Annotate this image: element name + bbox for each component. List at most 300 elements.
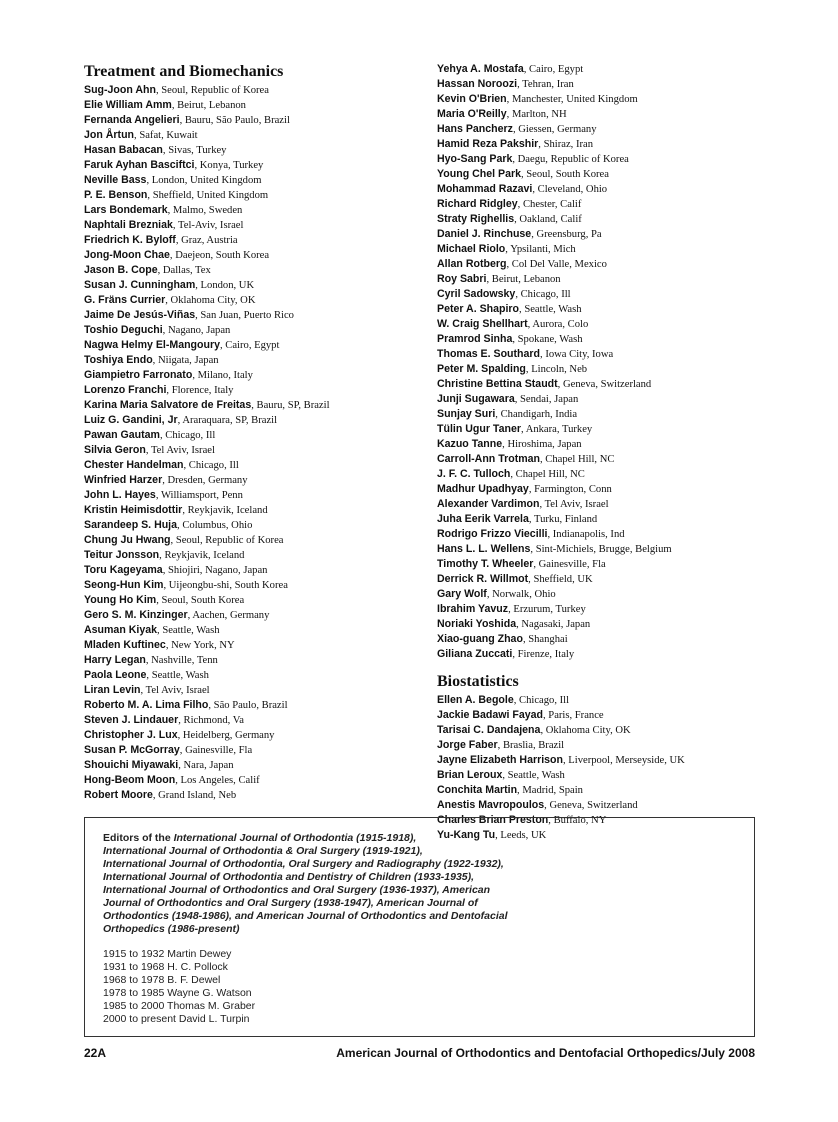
name-separator: ,	[530, 544, 536, 555]
name-separator: ,	[166, 385, 172, 396]
editors-box	[84, 817, 755, 1037]
name-separator: ,	[169, 250, 176, 261]
reviewer-location: Nara, Japan	[183, 760, 234, 771]
reviewer-name: Toru Kageyama	[84, 564, 163, 576]
name-separator: ,	[528, 484, 535, 495]
name-separator: ,	[486, 274, 492, 285]
journal-history-line: International Journal of Orthodontia & Oral Surgery (1919-1921),	[103, 845, 423, 857]
reviewer-location: Chapel Hill, NC	[545, 454, 615, 465]
reviewer-entry	[84, 308, 429, 323]
reviewer-name: Kristin Heimisdottir	[84, 504, 183, 516]
reviewer-name: Chester Handelman	[84, 459, 184, 471]
reviewer-name: Silvia Geron	[84, 444, 146, 456]
reviewer-name: Jon Årtun	[84, 129, 135, 141]
name-separator: ,	[170, 535, 176, 546]
page-number: 22A	[84, 1046, 107, 1060]
reviewer-name: Xiao-guang Zhao	[437, 633, 523, 645]
reviewer-name: Faruk Ayhan Basciftci	[84, 159, 195, 171]
reviewer-location: Seoul, Republic of Korea	[161, 85, 269, 96]
name-separator: ,	[155, 490, 161, 501]
name-separator: ,	[540, 349, 546, 360]
name-separator: ,	[520, 424, 526, 435]
reviewer-location: Geneva, Switzerland	[562, 379, 652, 390]
reviewer-name: Yu-Kang Tu	[437, 829, 496, 841]
reviewer-name: Teitur Jonsson	[84, 549, 160, 561]
reviewer-name: Toshio Deguchi	[84, 324, 163, 336]
reviewer-location: Tel Aviv, Israel	[150, 445, 215, 456]
name-separator: ,	[539, 499, 545, 510]
name-separator: ,	[251, 400, 257, 411]
reviewer-name: Seong-Hun Kim	[84, 579, 164, 591]
reviewer-location: Firenze, Italy	[517, 649, 575, 660]
reviewer-entry	[437, 272, 767, 287]
reviewer-name: Hamid Reza Pakshir	[437, 138, 539, 150]
name-separator: ,	[495, 830, 501, 841]
name-separator: ,	[134, 130, 140, 141]
reviewer-entry	[437, 512, 767, 527]
reviewer-location: Uijeongbu-shi, South Korea	[168, 580, 288, 591]
name-separator: ,	[159, 550, 165, 561]
reviewer-name: Alexander Vardimon	[437, 498, 540, 510]
reviewer-entry	[437, 137, 767, 152]
name-separator: ,	[195, 280, 201, 291]
reviewer-entry	[84, 323, 429, 338]
reviewer-name: P. E. Benson	[84, 189, 148, 201]
name-separator: ,	[179, 745, 186, 756]
reviewer-name: Christopher J. Lux	[84, 729, 178, 741]
journal-history-line: Journal of Orthodontics and Oral Surgery (1938-1947), American Journal of	[103, 897, 478, 909]
name-separator: ,	[522, 634, 529, 645]
reviewer-entry	[437, 437, 767, 452]
name-separator: ,	[194, 160, 200, 171]
reviewer-name: Fernanda Angelieri	[84, 114, 180, 126]
reviewer-entry	[84, 218, 429, 233]
name-separator: ,	[544, 800, 550, 811]
editor-entry: 1931 to 1968 H. C. Pollock	[103, 961, 228, 973]
reviewer-location: Geneva, Switzerland	[549, 800, 638, 811]
name-separator: ,	[512, 124, 519, 135]
reviewer-entry	[437, 392, 767, 407]
reviewer-location: Malmo, Sweden	[172, 205, 243, 216]
reviewer-location: Tel-Aviv, Israel	[178, 220, 244, 231]
reviewer-entry	[84, 188, 429, 203]
reviewer-entry	[437, 557, 767, 572]
reviewer-location: London, UK	[200, 280, 255, 291]
reviewer-entry	[84, 383, 429, 398]
name-separator: ,	[178, 760, 184, 771]
reviewer-entry	[437, 617, 767, 632]
editors-list	[103, 948, 736, 1026]
reviewer-entry	[84, 233, 429, 248]
name-separator: ,	[162, 565, 168, 576]
reviewer-name: Shouichi Miyawaki	[84, 759, 179, 771]
reviewer-location: Richmond, Va	[183, 715, 244, 726]
reviewer-location: New York, NY	[171, 640, 235, 651]
reviewer-location: Norwalk, Ohio	[492, 589, 556, 600]
reviewer-name: Timothy T. Wheeler	[437, 558, 534, 570]
name-separator: ,	[516, 619, 522, 630]
reviewer-entry	[84, 338, 429, 353]
reviewer-entry	[437, 167, 767, 182]
reviewer-entry	[84, 518, 429, 533]
reviewer-entry	[437, 152, 767, 167]
reviewer-name: J. F. C. Tulloch	[437, 468, 511, 480]
reviewer-entry	[84, 113, 429, 128]
reviewer-name: Derrick R. Willmot	[437, 573, 529, 585]
reviewer-entry	[437, 122, 767, 137]
reviewer-name: Mohammad Razavi	[437, 183, 533, 195]
name-separator: ,	[486, 589, 493, 600]
reviewer-location: Lincoln, Neb	[531, 364, 588, 375]
reviewer-entry	[84, 638, 429, 653]
reviewer-name: Michael Riolo	[437, 243, 506, 255]
reviewer-name: Brian Leroux	[437, 769, 503, 781]
reviewer-entry	[437, 572, 767, 587]
name-separator: ,	[540, 725, 546, 736]
reviewer-location: Daegu, Republic of Korea	[517, 154, 629, 165]
reviewer-name: Liran Levin	[84, 684, 141, 696]
reviewer-name: Peter A. Shapiro	[437, 303, 520, 315]
reviewer-name: Jaime De Jesús-Viñas	[84, 309, 196, 321]
reviewer-location: Braslìa, Brazil	[502, 740, 565, 751]
reviewer-entry	[437, 768, 767, 783]
reviewer-location: Shiojiri, Nagano, Japan	[168, 565, 268, 576]
reviewer-entry	[84, 278, 429, 293]
name-separator: ,	[525, 364, 532, 375]
reviewer-location: Cairo, Egypt	[529, 64, 584, 75]
editor-entry: 1985 to 2000 Thomas M. Graber	[103, 1000, 256, 1012]
reviewer-entry	[84, 563, 429, 578]
name-separator: ,	[177, 415, 183, 426]
reviewer-name: Steven J. Lindauer	[84, 714, 179, 726]
reviewer-name: W. Craig Shellhart	[437, 318, 528, 330]
reviewer-entry	[84, 83, 429, 98]
reviewer-entry	[84, 548, 429, 563]
reviewer-entry	[84, 653, 429, 668]
reviewer-name: Junji Sugawara	[437, 393, 515, 405]
reviewer-name: Jackie Badawi Fayad	[437, 709, 543, 721]
reviewer-entry	[437, 482, 767, 497]
section-title-treatment: Treatment and Biomechanics	[84, 63, 284, 80]
reviewer-location: Spokane, Wash	[517, 334, 583, 345]
name-separator: ,	[157, 625, 163, 636]
reviewer-entry	[84, 263, 429, 278]
reviewer-entry	[84, 398, 429, 413]
name-separator: ,	[165, 640, 172, 651]
reviewer-name: Jorge Faber	[437, 739, 498, 751]
reviewer-list-treatment	[84, 83, 429, 803]
reviewer-entry	[437, 602, 767, 617]
reviewer-location: Indianapolis, Ind	[552, 529, 625, 540]
reviewer-entry	[437, 407, 767, 422]
reviewer-name: Cyril Sadowsky	[437, 288, 516, 300]
reviewer-name: Roy Sabri	[437, 273, 487, 285]
reviewer-location: Tehran, Iran	[522, 79, 574, 90]
reviewer-location: Heidelberg, Germany	[182, 730, 275, 741]
reviewer-location: Gainesville, Fla	[538, 559, 606, 570]
reviewer-name: Robert Moore	[84, 789, 153, 801]
reviewer-location: Beirut, Lebanon	[177, 100, 246, 111]
editor-entry: 1978 to 1985 Wayne G. Watson	[103, 987, 252, 999]
reviewer-location: Tel Aviv, Israel	[544, 499, 609, 510]
journal-issue: American Journal of Orthodontics and Dentofacial Orthopedics/July 2008	[336, 1046, 755, 1060]
reviewer-location: Madrid, Spain	[522, 785, 583, 796]
reviewer-name: Young Ho Kim	[84, 594, 157, 606]
reviewer-entry	[437, 302, 767, 317]
right-column	[437, 62, 767, 843]
name-separator: ,	[171, 100, 178, 111]
reviewer-entry	[84, 698, 429, 713]
journal-history-line: International Journal of Orthodontia and Dentistry of Children (1933-1935),	[103, 871, 475, 883]
reviewer-name: John L. Hayes	[84, 489, 156, 501]
reviewer-location: Chicago, Ill	[519, 695, 570, 706]
reviewer-location: Sint-Michiels, Brugge, Belgium	[535, 544, 672, 555]
reviewer-name: Young Chel Park	[437, 168, 521, 180]
name-separator: ,	[514, 214, 520, 225]
reviewer-location: Oklahoma City, OK	[170, 295, 256, 306]
name-separator: ,	[532, 184, 538, 195]
reviewer-entry	[437, 527, 767, 542]
name-separator: ,	[208, 700, 214, 711]
name-separator: ,	[528, 514, 534, 525]
reviewer-entry	[84, 353, 429, 368]
name-separator: ,	[563, 755, 569, 766]
reviewer-name: Kevin O'Brien	[437, 93, 507, 105]
reviewer-entry	[84, 368, 429, 383]
reviewer-location: Araraquara, SP, Brazil	[182, 415, 278, 426]
reviewer-location: Turku, Finland	[533, 514, 598, 525]
reviewer-name: Toshiya Endo	[84, 354, 153, 366]
reviewer-entry	[437, 452, 767, 467]
reviewer-location: Seattle, Wash	[507, 770, 565, 781]
reviewer-location: Seattle, Wash	[151, 670, 209, 681]
name-separator: ,	[145, 655, 152, 666]
reviewer-name: Naphtali Brezniak	[84, 219, 173, 231]
reviewer-location: Manchester, United Kingdom	[511, 94, 638, 105]
name-separator: ,	[506, 109, 512, 120]
reviewer-location: Nagasaki, Japan	[521, 619, 591, 630]
name-separator: ,	[152, 790, 159, 801]
name-separator: ,	[517, 79, 523, 90]
reviewer-location: Hiroshima, Japan	[507, 439, 582, 450]
reviewer-name: Anestis Mavropoulos	[437, 799, 545, 811]
reviewer-entry	[437, 783, 767, 798]
reviewer-name: Gary Wolf	[437, 588, 487, 600]
reviewer-name: Hassan Noroozi	[437, 78, 518, 90]
reviewer-location: Chester, Calif	[522, 199, 582, 210]
reviewer-entry	[437, 467, 767, 482]
reviewer-name: Chung Ju Hwang	[84, 534, 171, 546]
name-separator: ,	[514, 394, 521, 405]
reviewer-entry	[84, 443, 429, 458]
reviewer-name: Tarisai C. Dandajena	[437, 724, 541, 736]
name-separator: ,	[162, 145, 169, 156]
reviewer-entry	[437, 212, 767, 227]
name-separator: ,	[163, 580, 169, 591]
editors-heading	[103, 832, 736, 936]
name-separator: ,	[195, 310, 201, 321]
reviewer-location: Dresden, Germany	[167, 475, 248, 486]
reviewer-name: Ellen A. Begole	[437, 694, 514, 706]
reviewer-location: Konya, Turkey	[199, 160, 264, 171]
reviewer-entry	[84, 608, 429, 623]
name-separator: ,	[540, 454, 546, 465]
reviewer-location: Los Angeles, Calif	[180, 775, 260, 786]
reviewer-location: Sheffield, UK	[533, 574, 593, 585]
name-separator: ,	[520, 169, 527, 180]
name-separator: ,	[162, 325, 168, 336]
reviewer-entry	[437, 753, 767, 768]
reviewer-name: Hasan Babacan	[84, 144, 163, 156]
reviewer-location: Giessen, Germany	[518, 124, 597, 135]
name-separator: ,	[528, 574, 534, 585]
name-separator: ,	[557, 379, 563, 390]
name-separator: ,	[502, 770, 508, 781]
reviewer-entry	[84, 593, 429, 608]
editor-entry: 1968 to 1978 B. F. Dewel	[103, 974, 221, 986]
name-separator: ,	[183, 460, 189, 471]
reviewer-entry	[84, 713, 429, 728]
reviewer-name: Yehya A. Mostafa	[437, 63, 524, 75]
reviewer-location: Grand Island, Neb	[158, 790, 237, 801]
reviewer-location: Williamsport, Penn	[160, 490, 243, 501]
name-separator: ,	[547, 529, 553, 540]
reviewer-name: Hong-Beom Moon	[84, 774, 176, 786]
name-separator: ,	[495, 409, 501, 420]
reviewer-name: Richard Ridgley	[437, 198, 518, 210]
reviewer-entry	[84, 578, 429, 593]
reviewer-location: Cleveland, Ohio	[537, 184, 608, 195]
reviewer-entry	[437, 287, 767, 302]
reviewer-entry	[437, 422, 767, 437]
name-separator: ,	[517, 199, 523, 210]
reviewer-list-treatment-continued	[437, 62, 767, 662]
reviewer-entry	[437, 362, 767, 377]
reviewer-location: Liverpool, Merseyside, UK	[568, 755, 685, 766]
reviewer-name: Susan P. McGorray	[84, 744, 180, 756]
reviewer-location: Col Del Valle, Mexico	[511, 259, 607, 270]
reviewer-entry	[437, 723, 767, 738]
name-separator: ,	[512, 649, 518, 660]
name-separator: ,	[175, 775, 181, 786]
reviewer-entry	[84, 173, 429, 188]
reviewer-location: Beirut, Lebanon	[491, 274, 561, 285]
reviewer-entry	[84, 503, 429, 518]
journal-history-line: Orthopedics (1986-present)	[103, 923, 240, 935]
reviewer-entry	[84, 428, 429, 443]
reviewer-entry	[84, 413, 429, 428]
reviewer-location: Aachen, Germany	[192, 610, 270, 621]
reviewer-name: Giampietro Farronato	[84, 369, 193, 381]
reviewer-name: Carroll-Ann Trotman	[437, 453, 540, 465]
reviewer-entry	[84, 533, 429, 548]
reviewer-name: Roberto M. A. Lima Filho	[84, 699, 209, 711]
reviewer-location: Graz, Austria	[181, 235, 238, 246]
reviewer-entry	[437, 708, 767, 723]
name-separator: ,	[502, 439, 508, 450]
reviewer-name: Sarandeep S. Huja	[84, 519, 178, 531]
reviewer-entry	[84, 758, 429, 773]
journal-history-line: International Journal of Orthodontics and Oral Surgery (1936-1937), American	[103, 884, 491, 896]
reviewer-location: London, United Kingdom	[151, 175, 262, 186]
reviewer-location: Reykjavik, Iceland	[187, 505, 268, 516]
reviewer-entry	[437, 77, 767, 92]
editor-entry: 2000 to present David L. Turpin	[103, 1013, 250, 1025]
reviewer-entry	[84, 248, 429, 263]
reviewer-name: Maria O'Reilly	[437, 108, 507, 120]
reviewer-name: Allan Rotberg	[437, 258, 507, 270]
reviewer-name: Winfried Harzer	[84, 474, 163, 486]
reviewer-name: Lars Bondemark	[84, 204, 168, 216]
reviewer-entry	[437, 347, 767, 362]
reviewer-name: Conchita Martin	[437, 784, 518, 796]
reviewer-entry	[437, 647, 767, 662]
reviewer-location: Seattle, Wash	[524, 304, 582, 315]
reviewer-location: Aurora, Colo	[532, 319, 589, 330]
reviewer-name: Karina Maria Salvatore de Freitas	[84, 399, 252, 411]
reviewer-entry	[84, 293, 429, 308]
name-separator: ,	[531, 229, 537, 240]
journal-history-line: Orthodontics (1948-1986), and American Journal of Orthodontics and Dentofacial	[103, 910, 508, 922]
reviewer-location: Tel Aviv, Israel	[145, 685, 210, 696]
reviewer-name: Charles Brian Preston	[437, 814, 549, 826]
name-separator: ,	[512, 154, 518, 165]
reviewer-name: Noriaki Yoshida	[437, 618, 517, 630]
reviewer-location: Marlton, NH	[511, 109, 567, 120]
name-separator: ,	[505, 244, 511, 255]
name-separator: ,	[177, 730, 183, 741]
reviewer-name: Luiz G. Gandini, Jr	[84, 414, 178, 426]
reviewer-name: Friedrich K. Byloff	[84, 234, 176, 246]
reviewer-name: Neville Bass	[84, 174, 147, 186]
name-separator: ,	[515, 289, 521, 300]
journal-history-line: International Journal of Orthodontia, Oral Surgery and Radiography (1922-1932),	[103, 858, 504, 870]
reviewer-name: Daniel J. Rinchuse	[437, 228, 532, 240]
reviewer-entry	[437, 242, 767, 257]
name-separator: ,	[506, 94, 512, 105]
reviewer-entry	[84, 668, 429, 683]
reviewer-location: Chicago, Ill	[165, 430, 216, 441]
name-separator: ,	[219, 340, 226, 351]
reviewer-location: Chicago, Ill	[520, 289, 571, 300]
reviewer-location: Nashville, Tenn	[151, 655, 218, 666]
reviewer-location: Sivas, Turkey	[168, 145, 227, 156]
name-separator: ,	[508, 604, 514, 615]
reviewer-entry	[437, 62, 767, 77]
name-separator: ,	[162, 475, 168, 486]
reviewer-name: Ibrahim Yavuz	[437, 603, 509, 615]
reviewer-name: Gero S. M. Kinzinger	[84, 609, 188, 621]
name-separator: ,	[147, 190, 153, 201]
reviewer-location: Shiraz, Iran	[543, 139, 593, 150]
name-separator: ,	[179, 115, 185, 126]
name-separator: ,	[533, 559, 539, 570]
reviewer-location: Gainesville, Fla	[185, 745, 253, 756]
name-separator: ,	[517, 785, 523, 796]
reviewer-name: Rodrigo Frizzo Viecilli	[437, 528, 548, 540]
reviewer-location: Greensburg, Pa	[536, 229, 602, 240]
reviewer-entry	[437, 92, 767, 107]
name-separator: ,	[165, 295, 171, 306]
reviewer-location: Milano, Italy	[197, 370, 253, 381]
reviewer-entry	[437, 107, 767, 122]
reviewer-location: Nagano, Japan	[167, 325, 231, 336]
reviewer-name: Straty Righellis	[437, 213, 515, 225]
reviewer-entry	[84, 203, 429, 218]
reviewer-name: Juha Eerik Varrela	[437, 513, 529, 525]
reviewer-entry	[437, 257, 767, 272]
name-separator: ,	[178, 715, 184, 726]
